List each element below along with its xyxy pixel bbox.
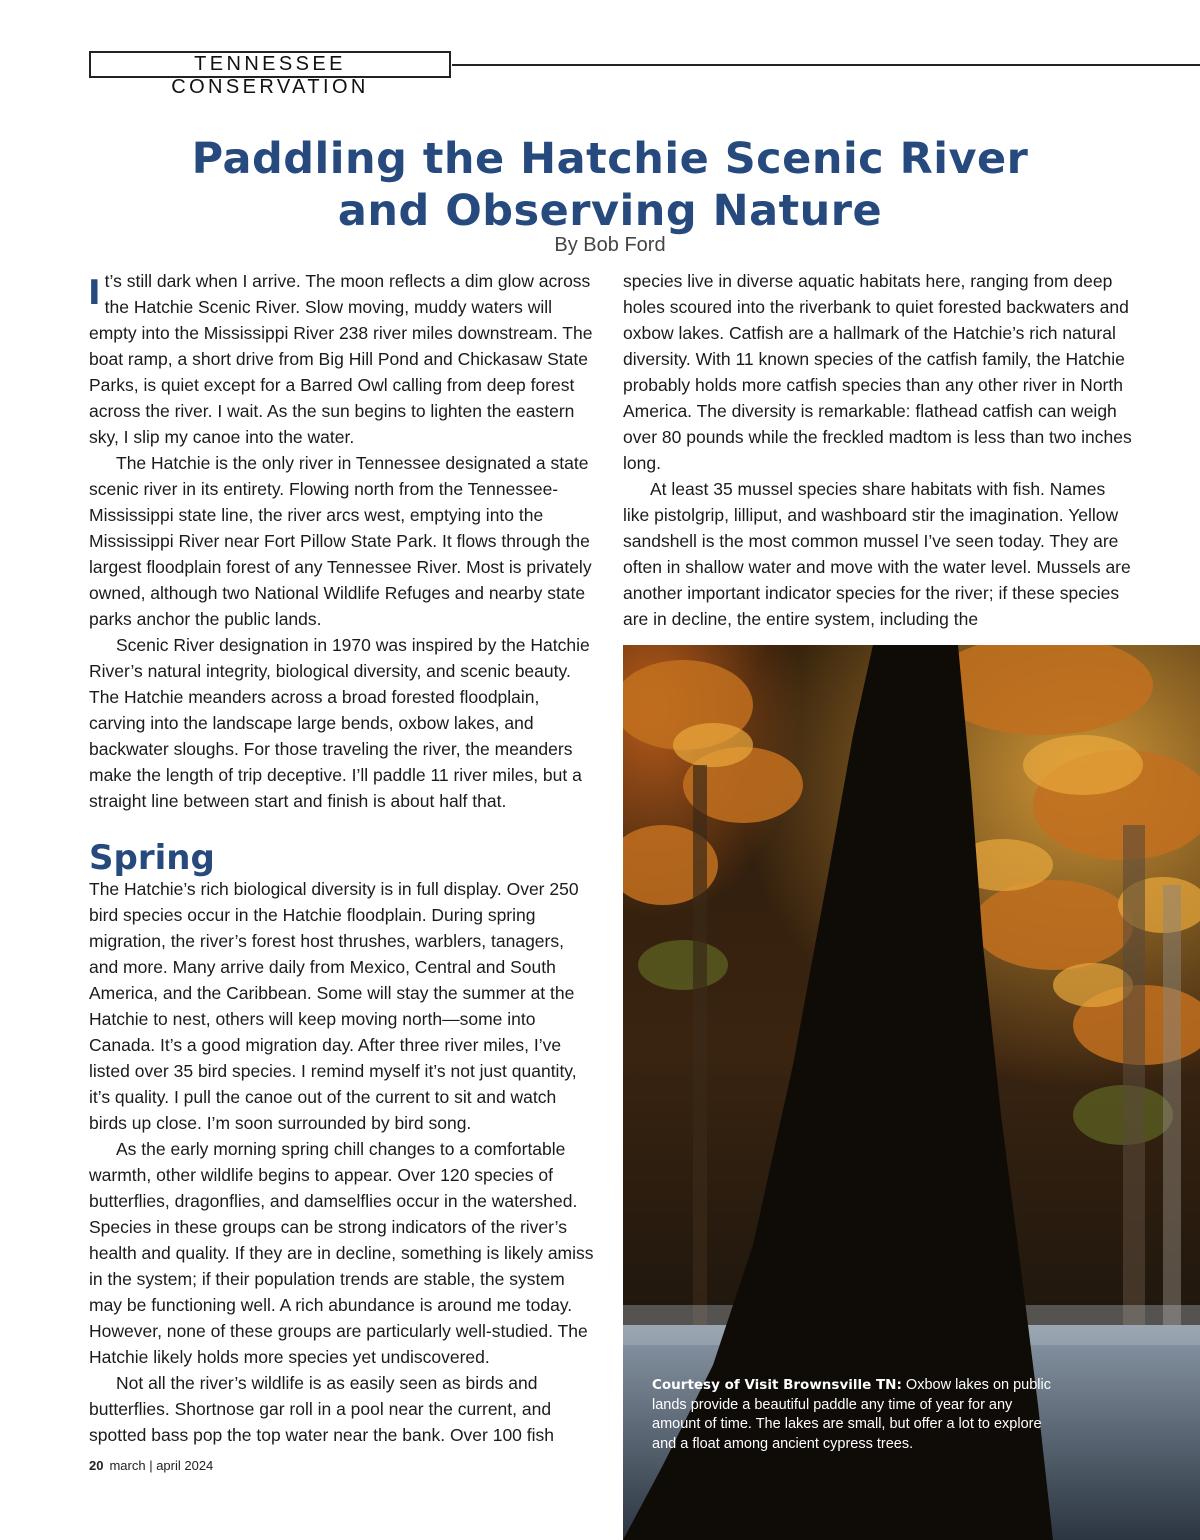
paragraph: species live in diverse aquatic habitats here, ranging from deep holes scoured into the riverbank to quiet forested backwaters and oxbow lakes. Catfish are a hallmark of the Hatchie’s rich natural diversity. With 11 known species of the catfish family, the Hatchie probably holds more catfish species than any other river in North America. The diversity is remarkable: flathead catfish can weigh over 80 pounds while the freckled madtom is less than two inches long. [623,271,1132,473]
photo-caption [652,1376,1052,1454]
paragraph: The Hatchie is the only river in Tennessee designated a state scenic river in its entirety. Flowing north from the Tennessee-Mississippi state line, the river arcs west, emptying into the Mississippi River near Fort Pillow State Park. It flows through the largest floodplain forest of any Tennessee River. Most is privately owned, although two National Wildlife Refuges and nearby state parks anchor the public lands. [89,453,592,629]
subhead-spring: Spring [89,838,215,878]
title-line-1: Paddling the Hatchie Scenic River [191,134,1029,184]
page-folio [89,1458,213,1473]
paragraph: Not all the river’s wildlife is as easily seen as birds and butterflies. Shortnose gar roll in a pool near the current, and spotted bass pop the top water near the bank. Over 100 fish [89,1373,555,1445]
section-label: TENNESSEE CONSERVATION [89,51,451,78]
header-rule [452,64,1200,66]
paragraph-intro [89,268,597,450]
page-number: 20 [89,1458,104,1473]
photo-credit: Courtesy of Visit Brownsville TN: [652,1377,902,1393]
article-title [60,133,1160,237]
paragraph: Scenic River designation in 1970 was inspired by the Hatchie River’s natural integrity, biological diversity, and scenic beauty. The Hatchie meanders across a broad forested floodplain, carving into the landscape large bends, oxbow lakes, and backwater sloughs. For those traveling the river, the meanders make the length of trip deceptive. I’ll paddle 11 river miles, but a straight line between start and finish is about half that. [89,635,590,811]
body-column-left [89,268,597,1448]
byline: By Bob Ford [554,234,666,256]
body-column-right [623,268,1133,632]
issue-date: march | april 2024 [109,1458,214,1473]
paragraph: As the early morning spring chill changes to a comfortable warmth, other wildlife begins to appear. Over 120 species of butterflies, dragonflies, and damselflies occur in the watershed. Species in these groups can be strong indicators of the river’s health and quality. If they are in decline, something is likely amiss in the system; if their population trends are stable, the system may be functioning well. A rich abundance is around me today. However, none of these groups are particularly well-studied. The Hatchie likely holds more species yet undiscovered. [89,1139,594,1367]
paragraph-intro-text: t’s still dark when I arrive. The moon reflects a dim glow across the Hatchie Scenic River. Slow moving, muddy waters will empty into the Mississippi River 238 river miles downstream. The boat ramp, a short drive from Big Hill Pond and Chickasaw State Parks, is quiet except for a Barred Owl calling from deep forest across the river. I wait. As the sun begins to lighten the eastern sky, I slip my canoe into the water. [89,271,593,447]
paragraph: At least 35 mussel species share habitats with fish. Names like pistolgrip, lilliput, and washboard stir the imagination. Yellow sandshell is the most common mussel I’ve seen today. They are often in shallow water and move with the water level. Mussels are another important indicator species for the river; if these species are in decline, the entire system, including the [623,479,1131,629]
photo-caption-text: Oxbow lakes on public lands provide a beautiful paddle any time of year for any amount of time. The lakes are small, but offer a lot to explore and a float among ancient cypress trees. [652,1377,1051,1452]
drop-cap: I [88,273,101,313]
paragraph: The Hatchie’s rich biological diversity is in full display. Over 250 bird species occur in the Hatchie floodplain. During spring migration, the river’s forest host thrushes, warblers, tanagers, and more. Many arrive daily from Mexico, Central and South America, and the Caribbean. Some will stay the summer at the Hatchie to nest, others will keep moving north—some into Canada. It’s a good migration day. After three river miles, I’ve listed over 35 bird species. I remind myself it’s not just quantity, it’s quality. I pull the canoe out of the current to sit and watch birds up close. I’m soon surrounded by bird song. [89,879,579,1133]
title-line-2: and Observing Nature [337,186,883,236]
